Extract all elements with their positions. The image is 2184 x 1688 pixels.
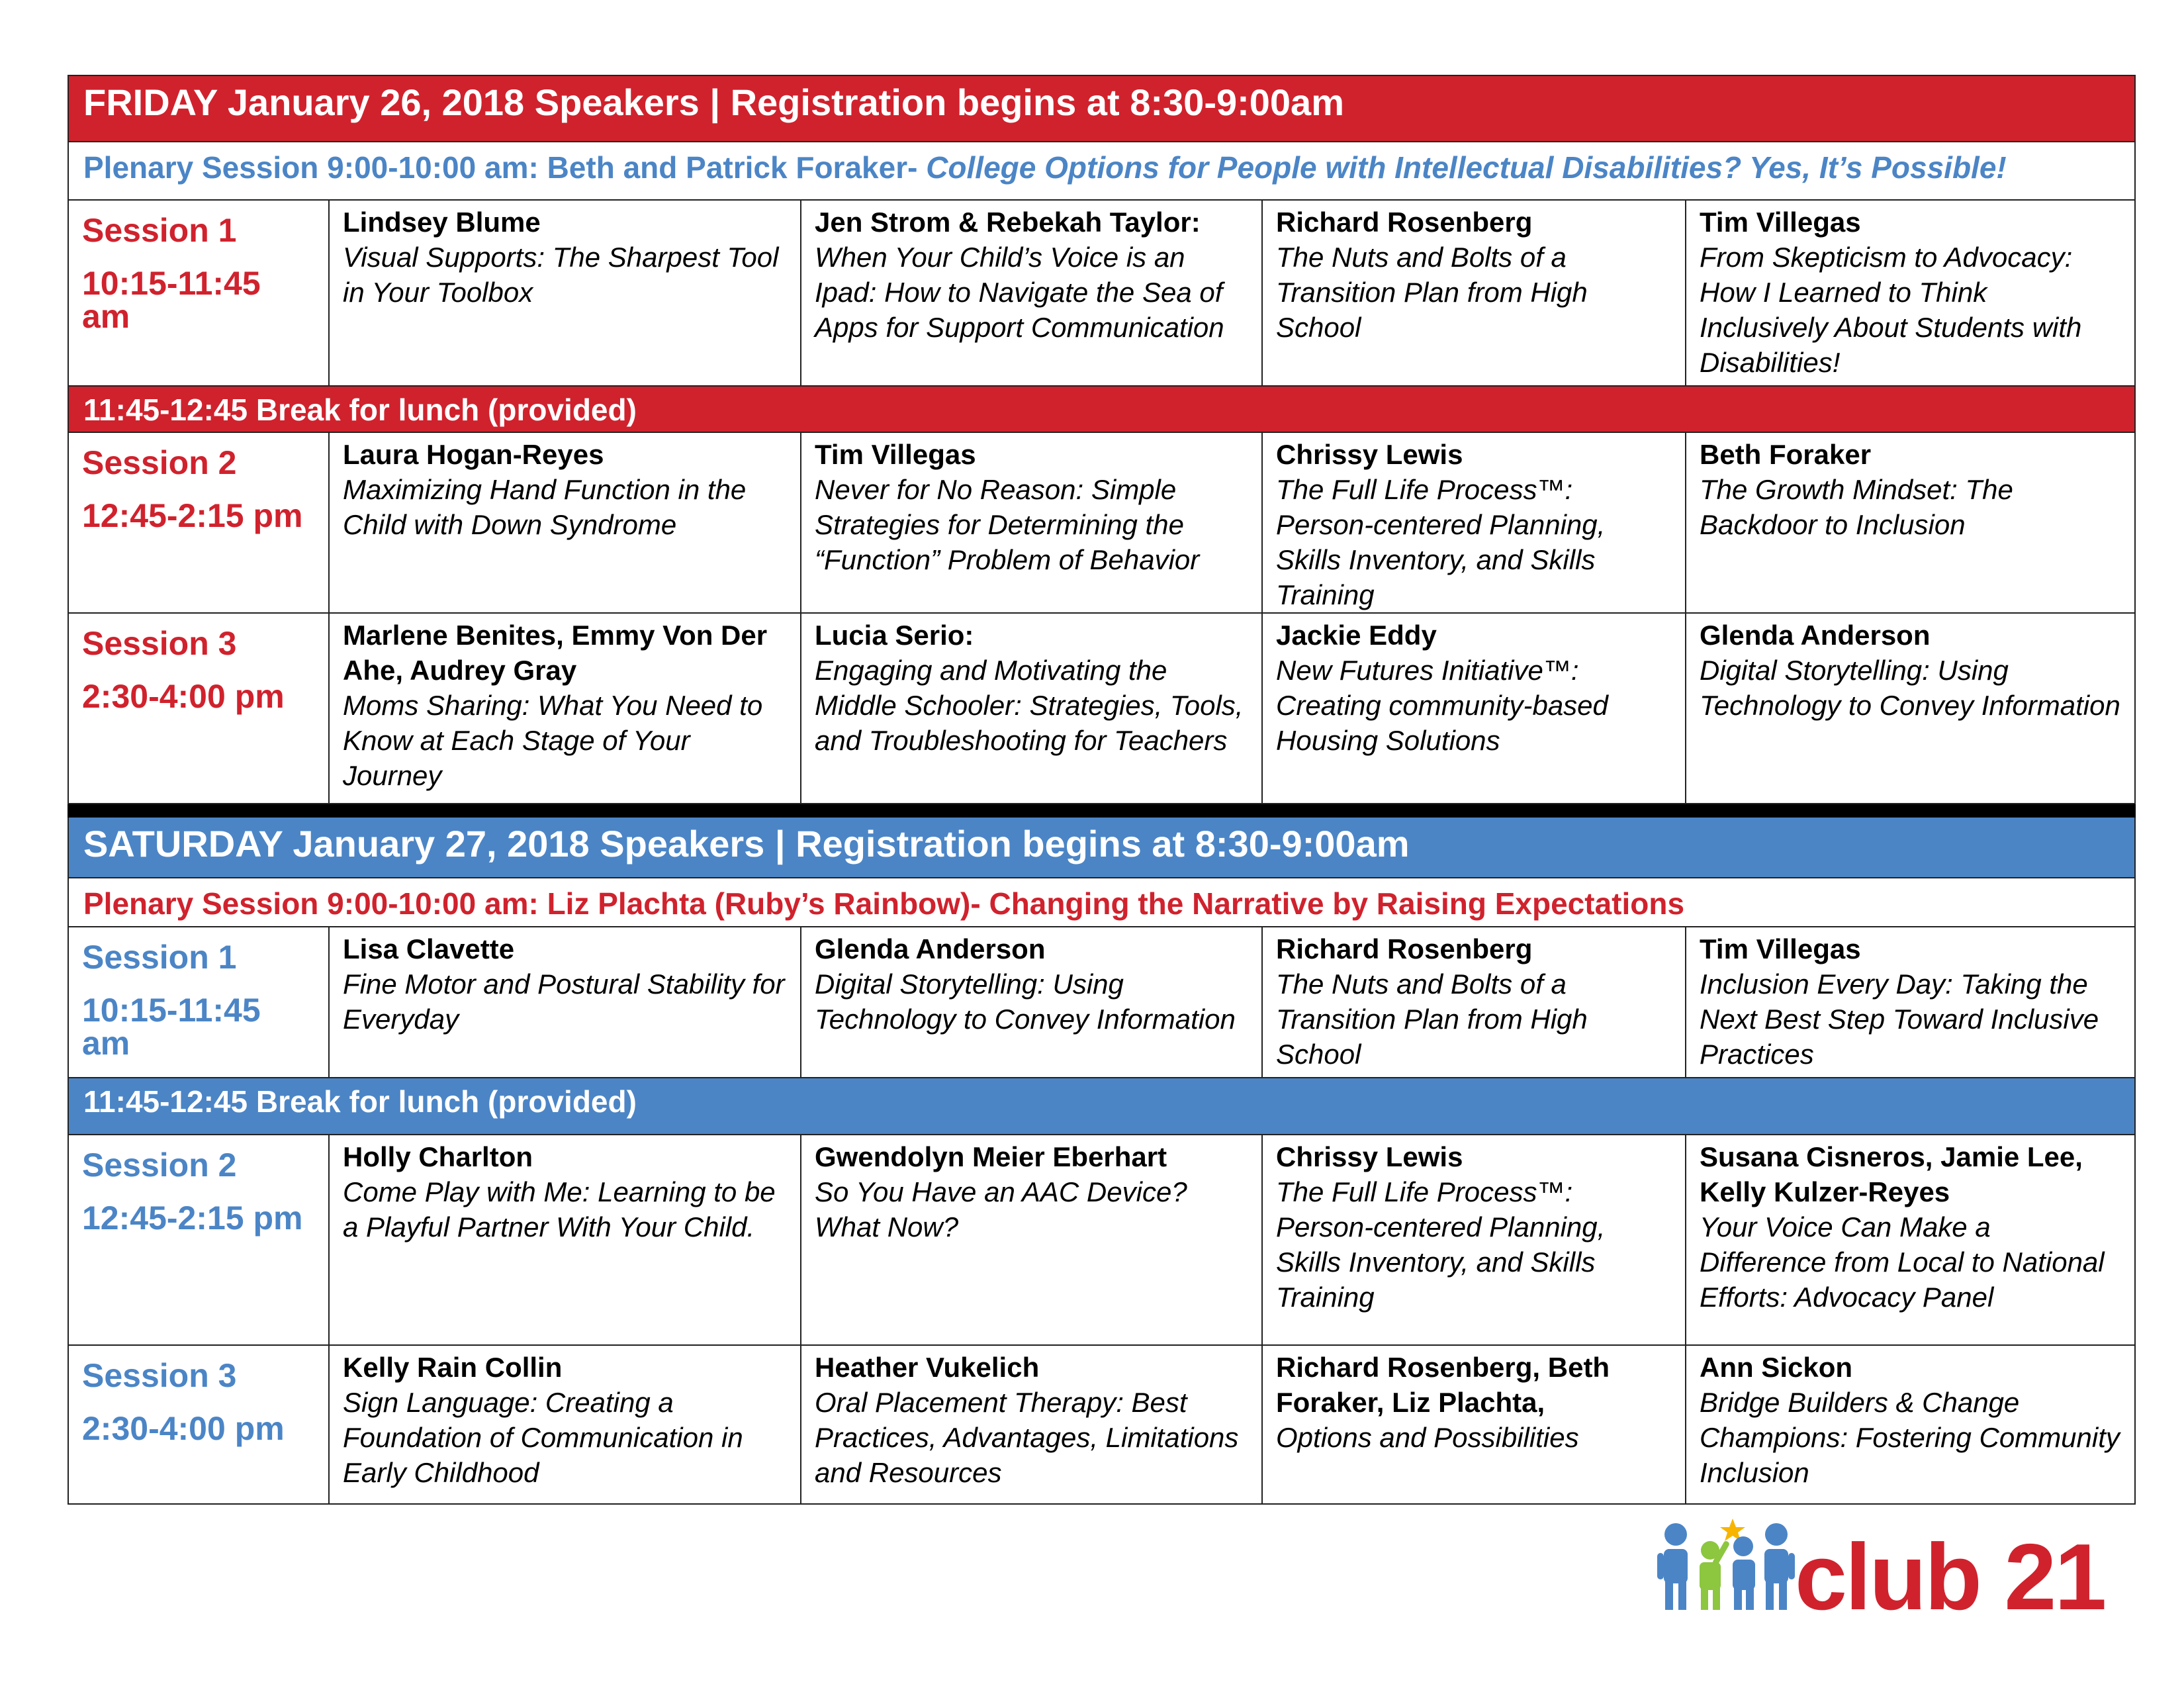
talk-cell: [1262, 927, 1686, 1078]
speaker-name: Richard Rosenberg: [1276, 933, 1533, 964]
session-time: 10:15-11:45 am: [82, 992, 261, 1062]
speaker-name: Ann Sickon: [1700, 1352, 1853, 1383]
talk-cell: [801, 613, 1262, 804]
talk-cell: [1686, 200, 2135, 386]
talk-cell: [1686, 1345, 2135, 1504]
friday-session-3-row: [68, 613, 2135, 804]
schedule-table: [68, 75, 2136, 1505]
saturday-banner: SATURDAY January 27, 2018 Speakers | Registration begins at 8:30-9:00am: [68, 817, 2135, 878]
speaker-name: Tim Villegas: [1700, 933, 1861, 964]
speaker-name: Chrissy Lewis: [1276, 439, 1463, 470]
talk-cell: [801, 927, 1262, 1078]
talk-title: So You Have an AAC Device? What Now?: [815, 1176, 1187, 1243]
session-name: Session 2: [82, 1147, 237, 1184]
talk-title: Oral Placement Therapy: Best Practices, Advantages, Limitations and Resources: [815, 1387, 1239, 1488]
saturday-lunch-row: [68, 1078, 2135, 1135]
talk-title: Maximizing Hand Function in the Child with Down Syndrome: [343, 474, 747, 540]
talk-cell: [329, 613, 801, 804]
talk-title: The Full Life Process™: Person-centered Planning, Skills Inventory, and Skills Training: [1276, 474, 1606, 610]
saturday-session-1-row: [68, 927, 2135, 1078]
session-time: 12:45-2:15 pm: [82, 1199, 303, 1237]
talk-title: Never for No Reason: Simple Strategies for Determining the “Function” Problem of Behavior: [815, 474, 1200, 575]
talk-cell: [1262, 1135, 1686, 1345]
speaker-name: Kelly Rain Collin: [343, 1352, 563, 1383]
saturday-plenary: Plenary Session 9:00-10:00 am: Liz Plachta (Ruby’s Rainbow)- Changing the Narrative by Raising Expectations: [68, 878, 2135, 927]
friday-session-1-row: [68, 200, 2135, 386]
saturday-session-1-label: [68, 927, 329, 1078]
talk-cell: [1262, 432, 1686, 613]
talk-cell: [1686, 1135, 2135, 1345]
talk-cell: [329, 432, 801, 613]
family-figures-icon: [1657, 1519, 1795, 1610]
saturday-session-2-row: [68, 1135, 2135, 1345]
talk-title: Come Play with Me: Learning to be a Playful Partner With Your Child.: [343, 1176, 776, 1243]
talk-title: The Full Life Process™: Person-centered Planning, Skills Inventory, and Skills Training: [1276, 1176, 1606, 1313]
talk-title: Engaging and Motivating the Middle Schooler: Strategies, Tools, and Troubleshooting for Teachers: [815, 655, 1244, 756]
speaker-name: Laura Hogan-Reyes: [343, 439, 604, 470]
session-name: Session 3: [82, 1357, 237, 1394]
friday-session-2-label: [68, 432, 329, 613]
talk-title: Sign Language: Creating a Foundation of Communication in Early Childhood: [343, 1387, 743, 1488]
talk-cell: [329, 1345, 801, 1504]
talk-title: The Nuts and Bolts of a Transition Plan from High School: [1276, 242, 1588, 343]
talk-cell: [1262, 1345, 1686, 1504]
speaker-name: Tim Villegas: [815, 439, 976, 470]
talk-title: Bridge Builders & Change Champions: Fostering Community Inclusion: [1700, 1387, 2120, 1488]
session-time: 2:30-4:00 pm: [82, 1410, 285, 1447]
talk-title: Digital Storytelling: Using Technology to Convey Information: [815, 968, 1236, 1035]
talk-cell: [801, 1135, 1262, 1345]
speaker-name: Gwendolyn Meier Eberhart: [815, 1141, 1167, 1172]
talk-cell: [801, 200, 1262, 386]
talk-title: Options and Possibilities: [1276, 1422, 1579, 1453]
talk-title: New Futures Initiative™: Creating community-based Housing Solutions: [1276, 655, 1608, 756]
saturday-session-3-row: [68, 1345, 2135, 1504]
talk-cell: [1686, 927, 2135, 1078]
speaker-name: Richard Rosenberg: [1276, 207, 1533, 238]
speaker-name: Beth Foraker: [1700, 439, 1872, 470]
talk-cell: [1262, 613, 1686, 804]
talk-cell: [801, 1345, 1262, 1504]
talk-title: The Nuts and Bolts of a Transition Plan from High School: [1276, 968, 1588, 1070]
talk-title: From Skepticism to Advocacy: How I Learned to Think Inclusively About Students with Disabilities!: [1700, 242, 2082, 378]
speaker-name: Marlene Benites, Emmy Von Der Ahe, Audrey Gray: [343, 620, 768, 686]
speaker-name: Heather Vukelich: [815, 1352, 1040, 1383]
talk-cell: [1686, 432, 2135, 613]
speaker-name: Richard Rosenberg, Beth Foraker, Liz Plachta,: [1276, 1352, 1610, 1418]
session-time: 12:45-2:15 pm: [82, 497, 303, 534]
speaker-name: Glenda Anderson: [815, 933, 1046, 964]
talk-title: Digital Storytelling: Using Technology to Convey Information: [1700, 655, 2120, 721]
friday-session-3-label: [68, 613, 329, 804]
session-name: Session 2: [82, 444, 237, 481]
friday-lunch-break: 11:45-12:45 Break for lunch (provided): [68, 386, 2135, 432]
friday-plenary-prefix: Plenary Session 9:00-10:00 am: Beth and Patrick Foraker-: [83, 150, 927, 185]
talk-title: Inclusion Every Day: Taking the Next Best Step Toward Inclusive Practices: [1700, 968, 2099, 1070]
speaker-name: Tim Villegas: [1700, 207, 1861, 238]
talk-title: Visual Supports: The Sharpest Tool in Your Toolbox: [343, 242, 779, 308]
talk-cell: [329, 1135, 801, 1345]
talk-cell: [329, 927, 801, 1078]
session-name: Session 1: [82, 212, 237, 249]
friday-lunch-row: [68, 386, 2135, 432]
session-time: 2:30-4:00 pm: [82, 678, 285, 715]
day-separator: [68, 804, 2135, 817]
speaker-name: Chrissy Lewis: [1276, 1141, 1463, 1172]
saturday-session-2-label: [68, 1135, 329, 1345]
saturday-banner-row: [68, 817, 2135, 878]
speaker-name: Lucia Serio:: [815, 620, 974, 651]
speaker-name: Lindsey Blume: [343, 207, 541, 238]
speaker-name: Glenda Anderson: [1700, 620, 1931, 651]
talk-title: Fine Motor and Postural Stability for Everyday: [343, 968, 785, 1035]
club21-logo-text: club 21: [1795, 1524, 2105, 1630]
session-name: Session 1: [82, 939, 237, 976]
day-separator-bar: [68, 804, 2135, 817]
talk-cell: [801, 432, 1262, 613]
talk-cell: [1686, 613, 2135, 804]
talk-cell: [1262, 200, 1686, 386]
talk-title: Your Voice Can Make a Difference from Local to National Efforts: Advocacy Panel: [1700, 1211, 2105, 1313]
speaker-name: Holly Charlton: [343, 1141, 533, 1172]
friday-session-2-row: [68, 432, 2135, 613]
saturday-session-3-label: [68, 1345, 329, 1504]
speaker-name: Susana Cisneros, Jamie Lee, Kelly Kulzer-Reyes: [1700, 1141, 2083, 1207]
session-time: 10:15-11:45 am: [82, 265, 261, 335]
speaker-name: Jen Strom & Rebekah Taylor:: [815, 207, 1201, 238]
friday-banner: FRIDAY January 26, 2018 Speakers | Registration begins at 8:30-9:00am: [68, 75, 2135, 142]
saturday-lunch-break: 11:45-12:45 Break for lunch (provided): [68, 1078, 2135, 1135]
talk-title: When Your Child’s Voice is an Ipad: How to Navigate the Sea of Apps for Support Communication: [815, 242, 1224, 343]
talk-title: The Growth Mindset: The Backdoor to Inclusion: [1700, 474, 2013, 540]
saturday-plenary-row: [68, 878, 2135, 927]
speaker-name: Jackie Eddy: [1276, 620, 1437, 651]
talk-cell: [329, 200, 801, 386]
speaker-name: Lisa Clavette: [343, 933, 515, 964]
friday-plenary-row: [68, 142, 2135, 200]
session-name: Session 3: [82, 625, 237, 662]
talk-title: Moms Sharing: What You Need to Know at Each Stage of Your Journey: [343, 690, 763, 791]
friday-banner-row: [68, 75, 2135, 142]
friday-plenary: [68, 142, 2135, 200]
friday-session-1-label: [68, 200, 329, 386]
friday-plenary-title: College Options for People with Intellectual Disabilities? Yes, It’s Possible!: [926, 150, 2007, 185]
